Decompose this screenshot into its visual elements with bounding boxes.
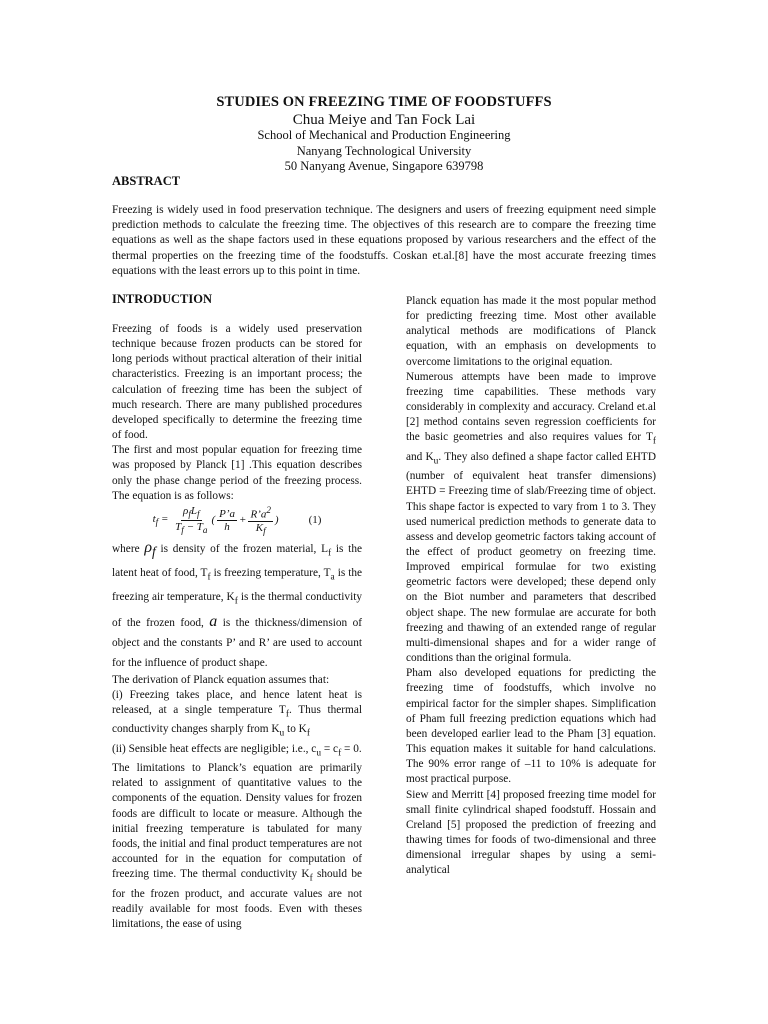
abstract-text: Freezing is widely used in food preservation technique. The designers and users of freezing equipment need simple prediction methods to calculate the freezing time. The objectives of this research are to compare the freezing time equations as well as the shape factors used in these equations proposed by various researchers and the effect of the thermal properties on the freezing time of the foodstuffs. Coskan et.al.[8] have the most accurate freezing times equations with the least errors up to this point in time. bbox=[112, 204, 656, 277]
paper-authors: Chua Meiye and Tan Fock Lai bbox=[292, 112, 476, 128]
assumption-i: (i) Freezing takes place, and hence latent heat is released, at a single temperature $T_f$. Thus thermal conductivity changes sharply from $K_u$ to $K_f$ bbox=[112, 688, 362, 739]
affiliation-university: Nanyang Technological University bbox=[296, 144, 472, 158]
assumptions-intro: The derivation of Planck equation assumes that: bbox=[112, 673, 330, 686]
right-column bbox=[406, 294, 656, 878]
right-paragraph-3: Pham also developed equations for predicting the freezing time of foodstuffs, which involve no empirical factor for the simpler shapes. Simplification of Pham full freezing prediction equations which had been developed earlier lead to the Pham [3] equation. This equation makes it suitable for hand calculations. The 90% error range of –11 to 10% is adequate for most practical purpose. bbox=[406, 667, 656, 786]
symbol-definitions: where $\rho_f$ is density of the frozen material, $L_f$ is the latent heat of food, $T_f$ is freezing temperature, $T_a$ is the freezing air temperature, $K_f$ is the thermal conductivity of the frozen food, a is the thickness/dimension of object and the constants P’ and R’ are used to account for the influence of product shape. bbox=[112, 538, 363, 669]
right-paragraph-2: Numerous attempts have been made to improve freezing time capabilities. These methods vary considerably in complexity and accuracy. Creland et.al [2] method contains seven regression coefficients for the basic geometries and also requires values for $T_f$ and $K_u$. They also defined a shape factor called EHTD (number of equivalent heat transfer dimensions) EHTD = Freezing time of slab/Freezing time of object. This shape factor is expected to vary from 1 to 3. They used numerical prediction methods to generate data to assess and develop geometric factors taking account of the effect of product geometry on freezing time. Improved empirical formulae for two existing geometric factors were developed; these depend only on the Biot number and parameters that described object shape. The new formulae are accurate for both freezing and thawing of an extended range of regular multi-dimensional shapes and for a wider range of conditions than the original formula. bbox=[406, 370, 656, 665]
intro-paragraph-2: The first and most popular equation for freezing time was proposed by Planck [1] .This equation describes only the phase change period of the freezing process. The equation is as follows: bbox=[112, 444, 362, 502]
affiliation-school: School of Mechanical and Production Engineering bbox=[257, 128, 511, 142]
right-paragraph-1: Planck equation has made it the most popular method for predicting freezing time. Most other available analytical methods are modifications of Planck equation, with an emphasis on developments to overcome limitations to the original equation. bbox=[406, 295, 656, 368]
intro-paragraph-1: Freezing of foods is a widely used preservation technique because frozen products can be stored for long periods without practical alteration of their initial characteristics. Freezing is an important process; the calculation of freezing time has been the subject of much research. There are many published procedures developed specifically to determine the freezing time of food. bbox=[112, 323, 362, 442]
right-paragraph-4: Siew and Merritt [4] proposed freezing time model for small finite cylindrical shaped foodstuff. Hossain and Creland [5] proposed the prediction of freezing and thawing times for foods of two-dimensional and three dimensional irregular shapes by using a semi-analytical bbox=[406, 788, 656, 877]
introduction-heading: INTRODUCTION bbox=[112, 292, 213, 306]
limitations-paragraph: The limitations to Planck’s equation are primarily related to assignment of quantitative values to the components of the equation. Density values for frozen foods are difficult to locate or measure. Although the initial freezing temperature is tabulated for many foods, the initial and final product temperatures are not accounted for in the equation for computation of freezing time. The thermal conductivity $K_f$ should be for the frozen product, and accurate values are not readily available for most foods. Even with theses limitations, the ease of using bbox=[112, 762, 362, 930]
planck-equation: $t_f$ = $\frac{\rho_fL_f}{T_f - T_a}$ ( $\frac{P’a}{h}$ + $\frac{R’a^2}{K_f}$ ) (1) bbox=[152, 505, 322, 537]
paper-title: STUDIES ON FREEZING TIME OF FOODSTUFFS bbox=[216, 94, 552, 110]
equation-number: (1) bbox=[308, 514, 322, 527]
left-column bbox=[112, 322, 362, 932]
assumption-ii: (ii) Sensible heat effects are negligible; i.e., $c_u = c_f = 0$. bbox=[112, 742, 362, 758]
abstract-heading: ABSTRACT bbox=[112, 174, 181, 188]
affiliation-address: 50 Nanyang Avenue, Singapore 639798 bbox=[284, 159, 484, 173]
